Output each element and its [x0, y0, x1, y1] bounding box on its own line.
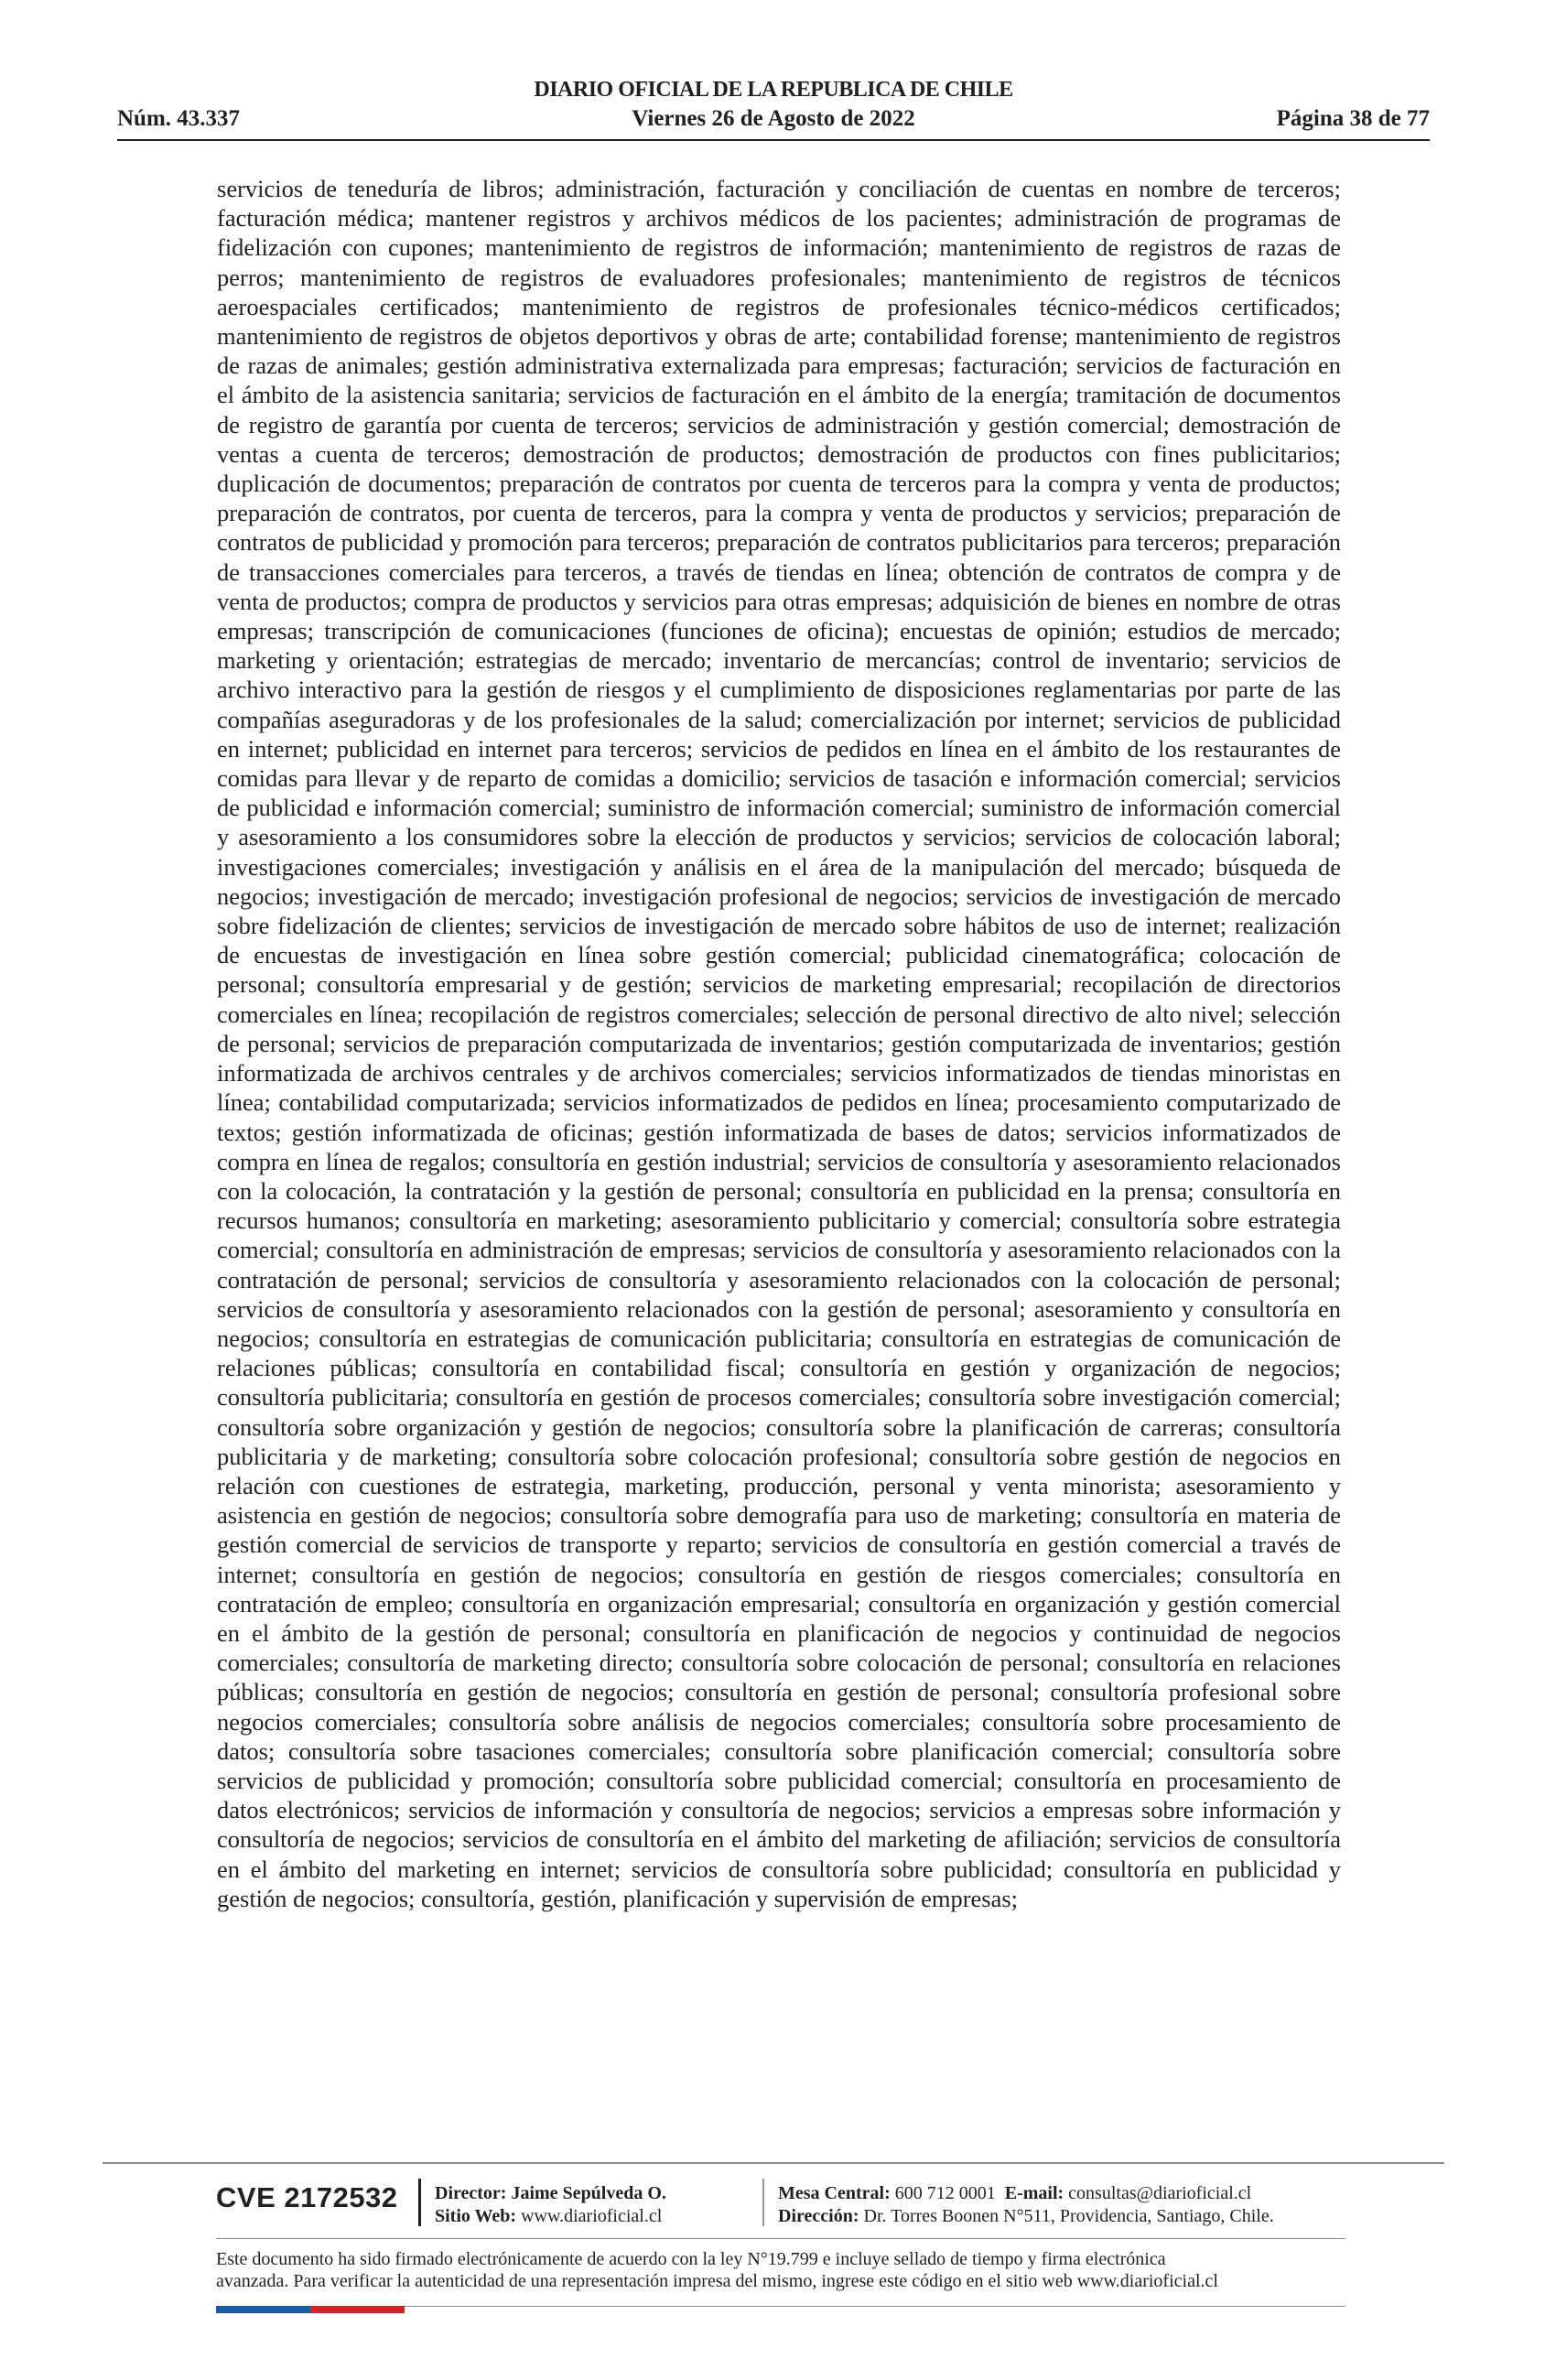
director-label: Director:	[435, 2183, 507, 2203]
address-label: Dirección:	[778, 2206, 859, 2226]
email-label: E-mail:	[1004, 2183, 1064, 2203]
director-line	[435, 2182, 666, 2205]
chile-flag-stripe	[216, 2306, 405, 2313]
email-link[interactable]: consultas@diarioficial.cl	[1068, 2183, 1252, 2203]
notice-line-2: avanzada. Para verificar la autenticidad de una representación impresa del mismo, ingrese este código en el sitio web www.diarioficial.cl	[216, 2271, 1218, 2291]
flag-blue-segment	[216, 2306, 310, 2313]
cve-code: CVE 2172532	[216, 2181, 398, 2213]
issue-number: Núm. 43.337	[117, 106, 241, 131]
cve-separator	[418, 2179, 421, 2226]
publication-date: Viernes 26 de Agosto de 2022	[632, 106, 915, 131]
mesa-central-label: Mesa Central:	[778, 2183, 891, 2203]
contact-separator	[762, 2179, 764, 2226]
notice-line-1: Este documento ha sido firmado electrónicamente de acuerdo con la ley N°19.799 e incluye sellado de tiempo y firma electrónica	[216, 2249, 1166, 2269]
website-label: Sitio Web:	[435, 2206, 517, 2226]
director-name: Jaime Sepúlveda O.	[511, 2183, 666, 2203]
signature-notice	[216, 2248, 1351, 2292]
footer-divider-middle	[216, 2238, 1345, 2239]
header-divider	[117, 139, 1430, 141]
page-number: Página 38 de 77	[1276, 106, 1430, 131]
contact-info	[778, 2182, 1274, 2228]
address-line	[778, 2205, 1274, 2228]
publication-title: DIARIO OFICIAL DE LA REPUBLICA DE CHILE	[534, 78, 1013, 102]
flag-red-segment	[310, 2306, 405, 2313]
header-center	[117, 75, 1430, 134]
page-header	[117, 75, 1430, 139]
mesa-central-phone: 600 712 0001	[894, 2183, 996, 2203]
director-info	[435, 2182, 666, 2228]
address-text: Dr. Torres Boonen N°511, Providencia, Santiago, Chile.	[863, 2206, 1274, 2226]
website-link[interactable]: www.diarioficial.cl	[521, 2206, 663, 2226]
footer-divider-top	[103, 2162, 1444, 2164]
website-line	[435, 2205, 666, 2228]
phone-email-line	[778, 2182, 1274, 2205]
body-paragraph: servicios de teneduría de libros; administración, facturación y conciliación de cuentas en nombre de terceros; facturación médica; mantener registros y archivos médicos de los pacientes; administración de programas de fidelización con cupones; mantenimiento de registros de información; mantenimiento de registros de razas de perros; mantenimiento de registros de evaluadores profesionales; mantenimiento de registros de técnicos aeroespaciales certificados; mantenimiento de registros de profesionales técnico-médicos certificados; mantenimiento de registros de objetos deportivos y obras de arte; contabilidad forense; mantenimiento de registros de razas de animales; gestión administrativa externalizada para empresas; facturación; servicios de facturación en el ámbito de la asistencia sanitaria; servicios de facturación en el ámbito de la energía; tramitación de documentos de registro de garantía por cuenta de terceros; servicios de administración y gestión comercial; demostración de ventas a cuenta de terceros; demostración de productos; demostración de productos con fines publicitarios; duplicación de documentos; preparación de contratos por cuenta de terceros para la compra y venta de productos; preparación de contratos, por cuenta de terceros, para la compra y venta de productos y servicios; preparación de contratos de publicidad y promoción para terceros; preparación de contratos publicitarios para terceros; preparación de transacciones comerciales para terceros, a través de tiendas en línea; obtención de contratos de compra y de venta de productos; compra de productos y servicios para otras empresas; adquisición de bienes en nombre de otras empresas; transcripción de comunicaciones (funciones de oficina); encuestas de opinión; estudios de mercado; marketing y orientación; estrategias de mercado; inventario de mercancías; control de inventario; servicios de archivo interactivo para la gestión de riesgos y el cumplimiento de disposiciones reglamentarias por parte de las compañías aseguradoras y de los profesionales de la salud; comercialización por internet; servicios de publicidad en internet; publicidad en internet para terceros; servicios de pedidos en línea en el ámbito de los restaurantes de comidas para llevar y de reparto de comidas a domicilio; servicios de tasación e información comercial; servicios de publicidad e información comercial; suministro de información comercial; suministro de información comercial y asesoramiento a los consumidores sobre la elección de productos y servicios; servicios de colocación laboral; investigaciones comerciales; investigación y análisis en el área de la manipulación del mercado; búsqueda de negocios; investigación de mercado; investigación profesional de negocios; servicios de investigación de mercado sobre fidelización de clientes; servicios de investigación de mercado sobre hábitos de uso de internet; realización de encuestas de investigación en línea sobre gestión comercial; publicidad cinematográfica; colocación de personal; consultoría empresarial y de gestión; servicios de marketing empresarial; recopilación de directorios comerciales en línea; recopilación de registros comerciales; selección de personal directivo de alto nivel; selección de personal; servicios de preparación computarizada de inventarios; gestión computarizada de inventarios; gestión informatizada de archivos centrales y de archivos comerciales; servicios informatizados de tiendas minoristas en línea; contabilidad computarizada; servicios informatizados de pedidos en línea; procesamiento computarizado de textos; gestión informatizada de oficinas; gestión informatizada de bases de datos; servicios informatizados de compra en línea de regalos; consultoría en gestión industrial; servicios de consultoría y asesoramiento relacionados con la colocación, la contratación y la gestión de personal; consultoría en publicidad en la prensa; consultoría en recursos humanos; consultoría en marketing; asesoramiento publicitario y comercial; consultoría sobre estrategia comercial; consultoría en administración de empresas; servicios de consultoría y asesoramiento relacionados con la contratación de personal; servicios de consultoría y asesoramiento relacionados con la colocación de personal; servicios de consultoría y asesoramiento relacionados con la gestión de personal; asesoramiento y consultoría en negocios; consultoría en estrategias de comunicación publicitaria; consultoría en estrategias de comunicación de relaciones públicas; consultoría en contabilidad fiscal; consultoría en gestión y organización de negocios; consultoría publicitaria; consultoría en gestión de procesos comerciales; consultoría sobre investigación comercial; consultoría sobre organización y gestión de negocios; consultoría sobre la planificación de carreras; consultoría publicitaria y de marketing; consultoría sobre colocación profesional; consultoría sobre gestión de negocios en relación con cuestiones de estrategia, marketing, producción, personal y venta minorista; asesoramiento y asistencia en gestión de negocios; consultoría sobre demografía para uso de marketing; consultoría en materia de gestión comercial de servicios de transporte y reparto; servicios de consultoría en gestión comercial a través de internet; consultoría en gestión de negocios; consultoría en gestión de riesgos comerciales; consultoría en contratación de empleo; consultoría en organización empresarial; consultoría en organización y gestión comercial en el ámbito de la gestión de personal; consultoría en planificación de negocios y continuidad de negocios comerciales; consultoría de marketing directo; consultoría sobre colocación de personal; consultoría en relaciones públicas; consultoría en gestión de negocios; consultoría en gestión de personal; consultoría profesional sobre negocios comerciales; consultoría sobre análisis de negocios comerciales; consultoría sobre procesamiento de datos; consultoría sobre tasaciones comerciales; consultoría sobre planificación comercial; consultoría sobre servicios de publicidad y promoción; consultoría sobre publicidad comercial; consultoría en procesamiento de datos electrónicos; servicios de información y consultoría de negocios; servicios a empresas sobre información y consultoría de negocios; servicios de consultoría en el ámbito del marketing de afiliación; servicios de consultoría en el ámbito del marketing en internet; servicios de consultoría sobre publicidad; consultoría en publicidad y gestión de negocios; consultoría, gestión, planificación y supervisión de empresas;	[217, 175, 1341, 1912]
